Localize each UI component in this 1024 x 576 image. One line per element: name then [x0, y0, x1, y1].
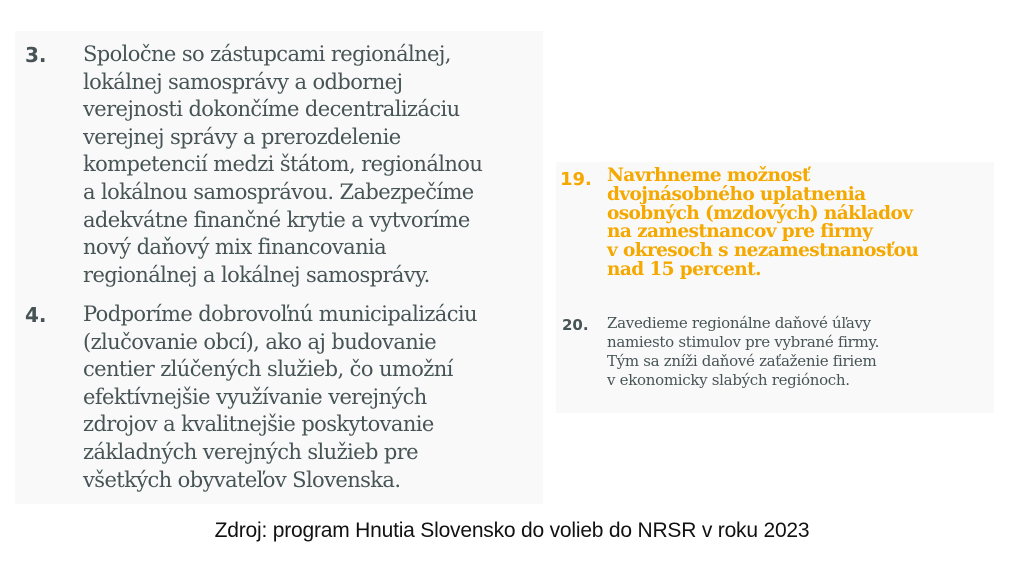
text-line: v ekonomicky slabých regiónoch. — [607, 371, 850, 389]
item-text — [83, 41, 482, 289]
text-line: kompetencií medzi štátom, regionálnou — [83, 152, 483, 177]
item-number: 4. — [25, 303, 47, 327]
text-line: všetkých obyvateľov Slovenska. — [83, 467, 401, 492]
text-line: Podporíme dobrovoľnú municipalizáciu — [83, 302, 477, 326]
text-line: efektívnejšie využívanie verejných — [83, 384, 427, 409]
text-line: nad 15 percent. — [607, 258, 761, 280]
text-line: namiesto stimulov pre vybrané firmy. — [607, 333, 880, 351]
text-line: osobných (mzdových) nákladov — [607, 202, 913, 224]
item-number: 20. — [562, 316, 589, 334]
text-line: adekvátne finančné krytie a vytvoríme — [83, 207, 470, 232]
text-line: verejnosti dokončíme decentralizáciu — [83, 97, 460, 122]
right-program-excerpt — [556, 162, 994, 413]
text-line: verejnej správy a prerozdelenie — [83, 124, 401, 149]
source-caption: Zdroj: program Hnutia Slovensko do volieb do NRSR v roku 2023 — [214, 519, 810, 542]
text-line: Navrhneme možnosť — [607, 165, 810, 186]
item-number: 3. — [25, 43, 47, 67]
text-line: v okresoch s nezamestnanosťou — [607, 240, 919, 262]
text-line: centier zlúčených služieb, čo umožní — [83, 357, 453, 382]
text-line: základných verejných služieb pre — [83, 439, 419, 464]
text-line: Tým sa zníži daňové zaťaženie firiem — [607, 352, 877, 370]
text-line: zdrojov a kvalitnejšie poskytovanie — [83, 412, 434, 437]
left-program-excerpt — [15, 31, 543, 504]
item-text — [607, 167, 918, 280]
text-line: (zlučovanie obcí), ako aj budovanie — [83, 329, 437, 354]
text-line: Spoločne so zástupcami regionálnej, — [83, 42, 451, 66]
text-line: lokálnej samosprávy a odbornej — [83, 69, 403, 94]
text-line: Zavedieme regionálne daňové úľavy — [607, 314, 871, 332]
item-number: 19. — [560, 169, 592, 190]
item-text — [83, 301, 477, 494]
text-line: a lokálnou samosprávou. Zabezpečíme — [83, 179, 474, 204]
text-line: nový daňový mix financovania — [83, 235, 387, 260]
text-line: dvojnásobného uplatnenia — [607, 183, 866, 205]
text-line: regionálnej a lokálnej samosprávy. — [83, 262, 430, 287]
item-text — [607, 314, 879, 390]
text-line: na zamestnancov pre firmy — [607, 221, 873, 243]
